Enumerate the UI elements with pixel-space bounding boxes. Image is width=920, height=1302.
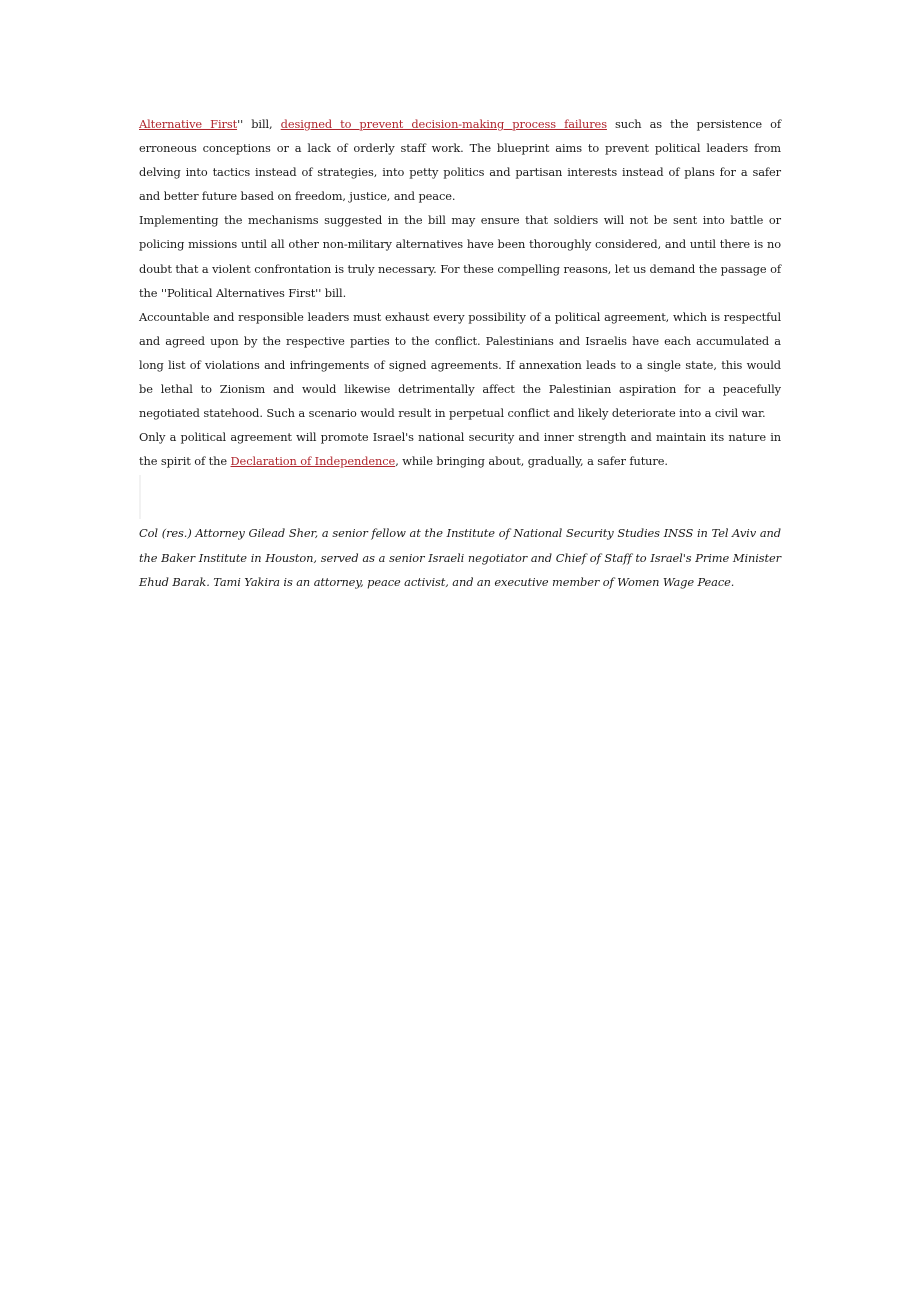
link-decision-making-failures[interactable]: designed to prevent decision-making process failures <box>280 117 607 131</box>
divider <box>139 475 141 519</box>
paragraph-text: '' bill, <box>237 117 281 131</box>
link-alternative-first[interactable]: Alternative First <box>139 117 238 131</box>
paragraph-text: Only a political agreement will promote Israel's national security and inner strength and maintain its nature in the spirit of the <box>139 430 781 469</box>
paragraph-mechanisms: Implementing the mechanisms suggested in the bill may ensure that soldiers will not be sent into battle or policing missions until all other non-military alternatives have been thoroughly considered, and until there is no doubt that a violent confrontation is truly necessary. For these compelling reasons, let us demand the passage of the ''Political Alternatives First'' bill. <box>139 213 781 300</box>
author-bio: Col (res.) Attorney Gilead Sher, a senior fellow at the Institute of National Security Studies INSS in Tel Aviv and the Baker Institute in Houston, served as a senior Israeli negotiator and Chief of Staff to Israel's Prime Minister Ehud Barak. Tami Yakira is an attorney, peace activist, and an executive member of Women Wage Peace. <box>139 526 781 589</box>
section-spacer <box>139 473 781 521</box>
paragraph-accountable-leaders: Accountable and responsible leaders must exhaust every possibility of a political agreement, which is respectful and agreed upon by the respective parties to the conflict. Palestinians and Israelis have each accumulated a long list of violations and infringements of signed agreements. If annexation leads to a single state, this would be lethal to Zionism and would likewise detrimentally affect the Palestinian aspiration for a peacefully negotiated statehood. Such a scenario would result in perpetual conflict and likely deteriorate into a civil war. <box>139 309 781 421</box>
paragraph-text: , while bringing about, gradually, a safer future. <box>395 454 668 469</box>
article-body <box>139 112 781 594</box>
paragraph-text: such as the persistence of erroneous conceptions or a lack of orderly staff work. The blueprint aims to prevent political leaders from delving into tactics instead of strategies, into petty politics and partisan interests instead of plans for a safer and better future based on freedom, justice, and peace. <box>139 117 781 204</box>
link-declaration-of-independence[interactable]: Declaration of Independence <box>230 454 396 469</box>
paragraph-political-agreement <box>139 425 781 473</box>
paragraph-bill-intro <box>139 112 781 208</box>
